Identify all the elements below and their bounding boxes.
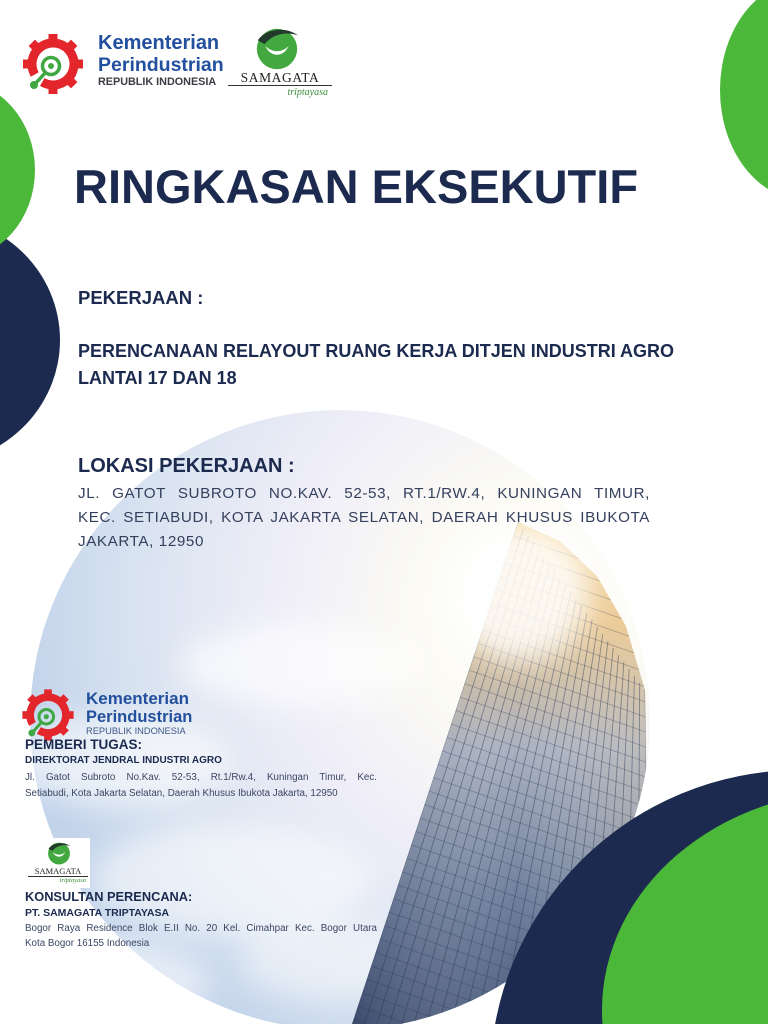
kemenperin-logo-text: [98, 32, 228, 89]
samagata-logo-tagline: triptayasa: [59, 877, 86, 884]
samagata-logo-name: SAMAGATA: [228, 70, 332, 86]
client-label: PEMBERI TUGAS:: [25, 737, 143, 752]
kemenperin-gear-icon: [19, 33, 87, 95]
samagata-logo-name: SAMAGATA: [28, 866, 88, 877]
samagata-logo-tagline: triptayasa: [287, 87, 328, 98]
address-line: Setiabudi, Kota Jakarta Selatan, Daerah Khusus Ibukota Jakarta, 12950: [25, 787, 338, 799]
address-line: JAKARTA, 12950: [78, 533, 205, 550]
location-label: LOKASI PEKERJAAN :: [78, 455, 295, 477]
consultant-label: KONSULTAN PERENCANA:: [25, 889, 193, 904]
client-logo: [19, 688, 77, 742]
logo-line-republik-indonesia: REPUBLIK INDONESIA: [86, 726, 186, 736]
client-address: [25, 770, 377, 801]
address-line: Kota Bogor 16155 Indonesia: [25, 938, 150, 949]
decor-navy-left: [0, 215, 60, 465]
address-line: JL. GATOT SUBROTO NO.KAV. 52-53, RT.1/RW.4, KUNINGAN TIMUR,: [78, 485, 650, 502]
kemenperin-logo: [19, 33, 87, 95]
consultant-logo: [26, 838, 90, 888]
logo-line-kementerian: Kementerian: [98, 32, 220, 54]
address-line: Jl. Gatot Subroto No.Kav. 52-53, Rt.1/Rw.4, Kuningan Timur, Kec.: [25, 772, 377, 783]
decor-green-left: [0, 80, 35, 260]
samagata-leaf-icon: [253, 24, 301, 72]
job-description: [78, 338, 718, 392]
address-line: Bogor Raya Residence Blok E.II No. 20 Kel. Cimahpar Kec. Bogor Utara: [25, 923, 377, 934]
consultant-address: [25, 921, 377, 951]
consultant-name: PT. SAMAGATA TRIPTAYASA: [25, 907, 170, 919]
logo-line-kementerian: Kementerian: [86, 689, 189, 708]
job-line: LANTAI 17 DAN 18: [78, 368, 237, 388]
logo-line-republik-indonesia: REPUBLIK INDONESIA: [98, 76, 217, 88]
location-address: [78, 482, 650, 554]
decor-green-top-right: [720, 0, 768, 200]
client-logo-text: [86, 690, 196, 737]
job-label: PEKERJAAN :: [78, 287, 204, 308]
address-line: KEC. SETIABUDI, KOTA JAKARTA SELATAN, DAERAH KHUSUS IBUKOTA: [78, 509, 650, 526]
client-name: DIREKTORAT JENDRAL INDUSTRI AGRO: [25, 755, 222, 766]
logo-line-perindustrian: Perindustrian: [86, 708, 193, 726]
kemenperin-gear-icon: [19, 688, 77, 742]
job-line: PERENCANAAN RELAYOUT RUANG KERJA DITJEN INDUSTRI AGRO: [78, 341, 675, 361]
samagata-leaf-icon: [46, 840, 72, 866]
samagata-logo: [228, 24, 332, 102]
page-title: RINGKASAN EKSEKUTIF: [74, 160, 639, 213]
logo-line-perindustrian: Perindustrian: [98, 54, 224, 76]
